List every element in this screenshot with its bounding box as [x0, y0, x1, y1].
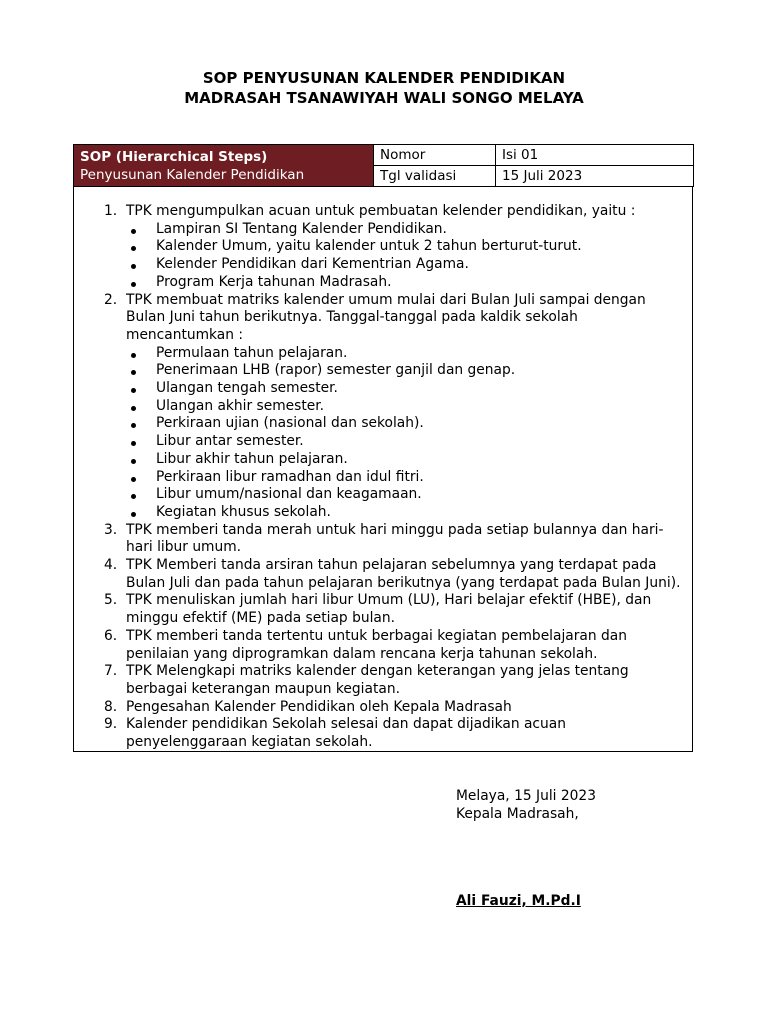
bullet-dot-icon — [131, 477, 136, 482]
signature-block — [456, 787, 596, 823]
bullet-item — [126, 380, 686, 398]
bullet-item — [126, 504, 686, 522]
step-number: 9. — [104, 716, 118, 733]
step-item — [74, 292, 694, 522]
bullet-item — [126, 274, 686, 292]
signature-name: Ali Fauzi, M.Pd.I — [456, 893, 581, 909]
step-number: 5. — [104, 592, 118, 609]
bullet-dot-icon — [131, 406, 136, 411]
signature-position: Kepala Madrasah, — [456, 806, 579, 822]
step-text: TPK mengumpulkan acuan untuk pembuatan kelender pendidikan, yaitu : — [126, 203, 636, 219]
bullet-text: Permulaan tahun pelajaran. — [156, 344, 348, 361]
bullet-text: Libur akhir tahun pelajaran. — [156, 450, 348, 467]
bullet-dot-icon — [131, 388, 136, 393]
step-text: TPK memberi tanda merah untuk hari minggu pada setiap bulannya dan hari-hari libur umum. — [126, 521, 664, 556]
bullet-item — [126, 451, 686, 469]
step-item — [74, 557, 694, 592]
step-text: Pengesahan Kalender Pendidikan oleh Kepala Madrasah — [126, 698, 512, 715]
bullet-item — [126, 345, 686, 363]
bullet-text: Penerimaan LHB (rapor) semester ganjil dan genap. — [156, 362, 516, 379]
step-item — [74, 663, 694, 698]
bullet-dot-icon — [131, 423, 136, 428]
step-number: 4. — [104, 557, 118, 574]
bullet-item — [126, 469, 686, 487]
bullet-list — [126, 345, 686, 522]
bullet-dot-icon — [131, 494, 136, 499]
bullet-text: Ulangan akhir semester. — [156, 397, 325, 414]
title-line-2: MADRASAH TSANAWIYAH WALI SONGO MELAYA — [184, 89, 584, 107]
step-number: 7. — [104, 663, 118, 680]
bullet-dot-icon — [131, 353, 136, 358]
bullet-text: Perkiraan ujian (nasional dan sekolah). — [156, 415, 424, 432]
document-title — [0, 68, 768, 108]
bullet-text: Libur umum/nasional dan keagamaan. — [156, 486, 422, 503]
bullet-dot-icon — [131, 229, 136, 234]
step-text: TPK membuat matriks kalender umum mulai dari Bulan Juli sampai dengan Bulan Juni tahun berikutnya. Tanggal-tanggal pada kaldik sekolah mencantumkan : — [126, 291, 646, 343]
bullet-text: Kegiatan khusus sekolah. — [156, 503, 331, 520]
step-item — [74, 522, 694, 557]
bullet-list — [126, 221, 686, 292]
bullet-dot-icon — [131, 441, 136, 446]
nomor-label: Nomor — [374, 145, 496, 166]
bullet-text: Program Kerja tahunan Madrasah. — [156, 273, 392, 290]
bullet-item — [126, 433, 686, 451]
sop-steps-box — [73, 186, 693, 752]
signature-place-date: Melaya, 15 Juli 2023 — [456, 788, 596, 804]
step-text: TPK Melengkapi matriks kalender dengan keterangan yang jelas tentang berbagai keterangan maupun kegiatan. — [126, 663, 629, 697]
tgl-validasi-label: Tgl validasi — [374, 166, 496, 187]
step-number: 6. — [104, 627, 118, 644]
step-text: Kalender pendidikan Sekolah selesai dan dapat dijadikan acuan penyelenggaraan kegiatan sekolah. — [126, 716, 566, 751]
step-item — [74, 716, 694, 751]
bullet-text: Lampiran SI Tentang Kalender Pendidikan. — [156, 220, 447, 237]
bullet-dot-icon — [131, 282, 136, 287]
tgl-validasi-value: 15 Juli 2023 — [496, 166, 694, 187]
step-text: TPK menuliskan jumlah hari libur Umum (LU), Hari belajar efektif (HBE), dan minggu efektif (ME) pada setiap bulan. — [126, 592, 652, 627]
step-text: TPK memberi tanda tertentu untuk berbagai kegiatan pembelajaran dan penilaian yang diprogramkan dalam rencana kerja tahunan sekolah. — [126, 627, 627, 662]
nomor-value: Isi 01 — [496, 145, 694, 166]
title-line-1: SOP PENYUSUNAN KALENDER PENDIDIKAN — [202, 69, 566, 87]
steps-list — [74, 203, 694, 752]
bullet-text: Kalender Umum, yaitu kalender untuk 2 tahun berturut-turut. — [156, 238, 582, 255]
sop-subject: Penyusunan Kalender Pendidikan — [80, 166, 305, 183]
sop-label-cell — [74, 145, 374, 187]
bullet-dot-icon — [131, 512, 136, 517]
bullet-text: Perkiraan libur ramadhan dan idul fitri. — [156, 468, 424, 485]
bullet-dot-icon — [131, 370, 136, 375]
bullet-item — [126, 362, 686, 380]
step-text: TPK Memberi tanda arsiran tahun pelajaran sebelumnya yang terdapat pada Bulan Juli dan pada tahun pelajaran berikutnya (yang terdapat pada Bulan Juni). — [126, 557, 681, 591]
sop-label: SOP (Hierarchical Steps) — [80, 148, 268, 165]
bullet-item — [126, 238, 686, 256]
bullet-text: Ulangan tengah semester. — [156, 380, 338, 397]
step-number: 2. — [104, 291, 118, 308]
bullet-text: Libur antar semester. — [156, 433, 304, 450]
bullet-dot-icon — [131, 246, 136, 251]
step-item — [74, 203, 694, 292]
bullet-item — [126, 221, 686, 239]
step-item — [74, 592, 694, 627]
sop-header-table — [73, 144, 694, 187]
step-item — [74, 628, 694, 663]
bullet-item — [126, 398, 686, 416]
bullet-item — [126, 256, 686, 274]
step-item — [74, 699, 694, 717]
step-number: 3. — [104, 521, 118, 538]
step-number: 8. — [104, 698, 118, 715]
bullet-item — [126, 486, 686, 504]
bullet-item — [126, 415, 686, 433]
step-number: 1. — [104, 203, 118, 219]
bullet-dot-icon — [131, 264, 136, 269]
bullet-dot-icon — [131, 459, 136, 464]
bullet-text: Kelender Pendidikan dari Kementrian Agama. — [156, 256, 469, 273]
